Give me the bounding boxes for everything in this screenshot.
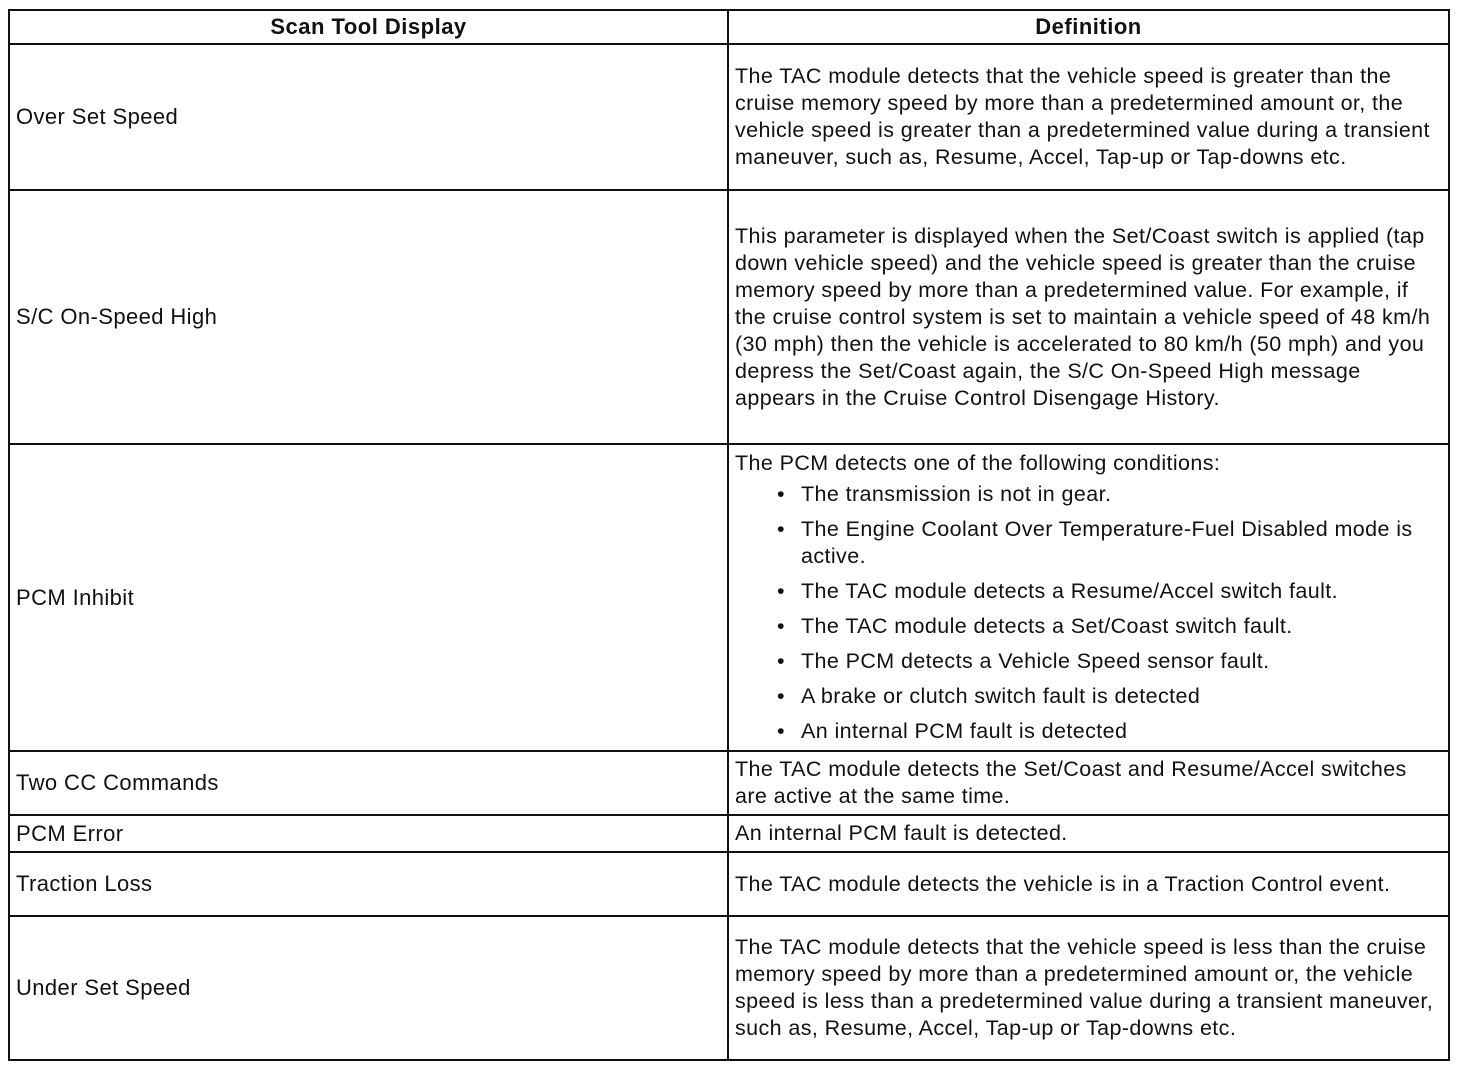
bullet-icon: •	[777, 684, 785, 708]
definition-cell: An internal PCM fault is detected.	[728, 815, 1449, 852]
list-item: • The transmission is not in gear.	[777, 482, 1112, 506]
condition-list	[735, 481, 1442, 745]
definition-cell	[728, 444, 1449, 751]
bullet-icon: •	[777, 614, 785, 638]
definition-cell: The TAC module detects that the vehicle speed is less than the cruise memory speed by more than a predetermined amount or, the vehicle speed is less than a predetermined value during a transient maneuver, such as, Resume, Accel, Tap-up or Tap-downs etc.	[728, 916, 1449, 1060]
display-cell: PCM Inhibit	[9, 444, 728, 751]
bullet-icon: •	[777, 482, 785, 506]
header-definition: Definition	[728, 10, 1449, 44]
definition-intro: The PCM detects one of the following conditions:	[735, 451, 1221, 475]
table-row	[9, 444, 1449, 751]
list-item: • A brake or clutch switch fault is detected	[777, 684, 1201, 708]
display-cell: Over Set Speed	[9, 44, 728, 190]
display-cell: Under Set Speed	[9, 916, 728, 1060]
display-cell: S/C On-Speed High	[9, 190, 728, 444]
bullet-icon: •	[777, 579, 785, 603]
display-cell: Traction Loss	[9, 852, 728, 916]
table-row	[9, 44, 1449, 190]
table-row	[9, 852, 1449, 916]
table-row	[9, 916, 1449, 1060]
list-item: • The TAC module detects a Set/Coast switch fault.	[777, 614, 1293, 638]
definition-cell: This parameter is displayed when the Set/Coast switch is applied (tap down vehicle speed) and the vehicle speed is greater than the cruise memory speed by more than a predetermined value. For example, if the cruise control system is set to maintain a vehicle speed of 48 km/h (30 mph) then the vehicle is accelerated to 80 km/h (50 mph) and you depress the Set/Coast again, the S/C On-Speed High message appears in the Cruise Control Disengage History.	[728, 190, 1449, 444]
header-scan-tool-display: Scan Tool Display	[9, 10, 728, 44]
bullet-icon: •	[777, 719, 785, 743]
scan-tool-definition-table	[8, 9, 1450, 1061]
display-cell: Two CC Commands	[9, 751, 728, 815]
bullet-icon: •	[777, 649, 785, 673]
list-item: • An internal PCM fault is detected	[777, 719, 1128, 743]
definition-cell: The TAC module detects the vehicle is in a Traction Control event.	[728, 852, 1449, 916]
list-item: • The PCM detects a Vehicle Speed sensor fault.	[777, 649, 1270, 673]
table-row	[9, 190, 1449, 444]
table-row	[9, 815, 1449, 852]
list-item: • The Engine Coolant Over Temperature-Fuel Disabled mode is active.	[777, 517, 1413, 568]
display-cell: PCM Error	[9, 815, 728, 852]
list-item: • The TAC module detects a Resume/Accel switch fault.	[777, 579, 1339, 603]
definition-cell: The TAC module detects that the vehicle speed is greater than the cruise memory speed by more than a predetermined amount or, the vehicle speed is greater than a predetermined value during a transient maneuver, such as, Resume, Accel, Tap-up or Tap-downs etc.	[728, 44, 1449, 190]
definition-cell: The TAC module detects the Set/Coast and Resume/Accel switches are active at the same time.	[728, 751, 1449, 815]
table-row	[9, 751, 1449, 815]
bullet-icon: •	[777, 517, 785, 541]
table-header-row	[9, 10, 1449, 44]
